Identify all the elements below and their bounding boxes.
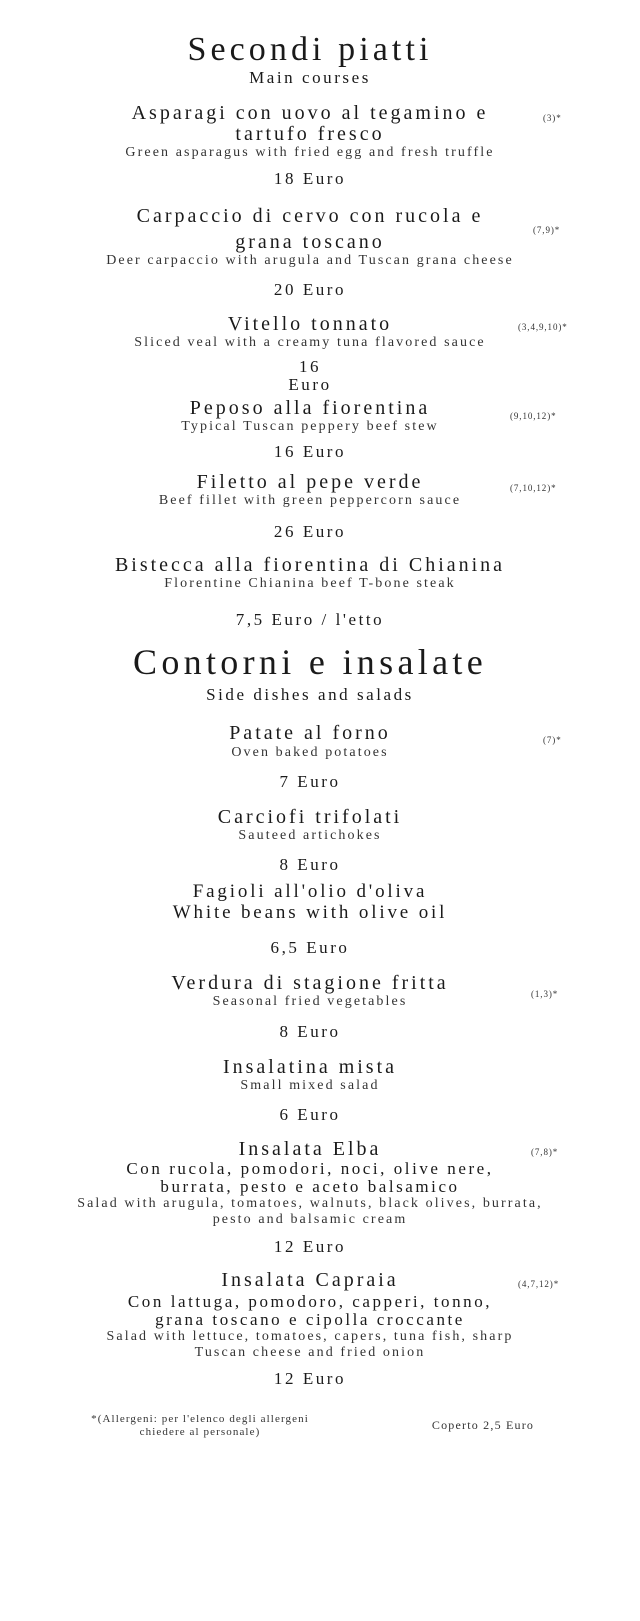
allergens: (7)* bbox=[543, 735, 562, 745]
dish-price: 7 Euro bbox=[279, 772, 341, 791]
allergens: (1,3)* bbox=[531, 989, 559, 999]
dish-english: Florentine Chianina beef T-bone steak bbox=[164, 576, 456, 591]
dish-english: pesto and balsamic cream bbox=[212, 1212, 408, 1227]
dish-name: grana toscano bbox=[235, 231, 385, 253]
dish-description: burrata, pesto e aceto balsamico bbox=[160, 1177, 460, 1196]
allergens: (4,7,12)* bbox=[518, 1279, 560, 1289]
dish-price: 8 Euro bbox=[279, 855, 341, 874]
dish-english: White beans with olive oil bbox=[172, 902, 448, 923]
dish-english: Beef fillet with green peppercorn sauce bbox=[158, 493, 462, 508]
dish-name: tartufo fresco bbox=[235, 123, 385, 145]
dish-english: Small mixed salad bbox=[240, 1078, 380, 1093]
dish-english: Typical Tuscan peppery beef stew bbox=[181, 419, 439, 434]
dish-name: Patate al forno bbox=[229, 722, 391, 744]
dish-english: Oven baked potatoes bbox=[231, 745, 389, 760]
dish-description: Con rucola, pomodori, noci, olive nere, bbox=[126, 1159, 494, 1178]
dish-name: Verdura di stagione fritta bbox=[171, 972, 449, 994]
dish-price: 16 Euro bbox=[273, 442, 347, 461]
allergens: (7,10,12)* bbox=[510, 483, 557, 493]
dish-price: 18 Euro bbox=[273, 169, 347, 188]
dish-name: Carciofi trifolati bbox=[217, 806, 403, 828]
dish-english: Deer carpaccio with arugula and Tuscan grana cheese bbox=[106, 253, 514, 268]
allergens: (3,4,9,10)* bbox=[518, 322, 568, 332]
dish-price: 7,5 Euro / l'etto bbox=[235, 610, 385, 629]
dish-price: 6 Euro bbox=[279, 1105, 341, 1124]
dish-price-unit: Euro bbox=[288, 375, 332, 394]
dish-name: Asparagi con uovo al tegamino e bbox=[131, 102, 489, 124]
section-title: Contorni e insalate bbox=[132, 642, 487, 682]
dish-english: Sauteed artichokes bbox=[238, 828, 382, 843]
dish-price: 6,5 Euro bbox=[270, 938, 350, 957]
allergens: (9,10,12)* bbox=[510, 411, 557, 421]
dish-english: Sliced veal with a creamy tuna flavored sauce bbox=[134, 335, 486, 350]
dish-price: 12 Euro bbox=[273, 1237, 347, 1256]
dish-english: Salad with arugula, tomatoes, walnuts, black olives, burrata, bbox=[77, 1196, 543, 1211]
allergens: (7,8)* bbox=[531, 1147, 559, 1157]
dish-name: Bistecca alla fiorentina di Chianina bbox=[114, 554, 506, 576]
dish-description: grana toscano e cipolla croccante bbox=[155, 1310, 465, 1329]
section-subtitle: Side dishes and salads bbox=[206, 685, 414, 704]
allergen-note-line: chiedere al personale) bbox=[139, 1426, 261, 1438]
dish-english: Green asparagus with fried egg and fresh truffle bbox=[125, 145, 495, 160]
dish-english: Seasonal fried vegetables bbox=[212, 994, 408, 1009]
dish-name: Vitello tonnato bbox=[227, 313, 393, 335]
dish-name: Filetto al pepe verde bbox=[196, 471, 424, 493]
dish-name: Peposo alla fiorentina bbox=[189, 397, 431, 419]
dish-name: Insalata Elba bbox=[238, 1138, 382, 1160]
dish-description: Con lattuga, pomodoro, capperi, tonno, bbox=[127, 1292, 493, 1311]
allergens: (7,9)* bbox=[533, 225, 561, 235]
cover-charge: Coperto 2,5 Euro bbox=[431, 1418, 535, 1432]
allergen-note-line: *(Allergeni: per l'elenco degli allergeni bbox=[91, 1413, 309, 1425]
dish-price: 16 bbox=[298, 357, 322, 376]
dish-english: Tuscan cheese and fried onion bbox=[194, 1345, 426, 1360]
section-title: Secondi piatti bbox=[187, 31, 433, 68]
allergen-note bbox=[60, 1413, 340, 1439]
dish-price: 26 Euro bbox=[273, 522, 347, 541]
dish-price: 8 Euro bbox=[279, 1022, 341, 1041]
dish-name: Fagioli all'olio d'oliva bbox=[192, 881, 428, 902]
dish-name: Carpaccio di cervo con rucola e bbox=[136, 205, 484, 227]
section-subtitle: Main courses bbox=[249, 68, 371, 87]
dish-price: 12 Euro bbox=[273, 1369, 347, 1388]
dish-english: Salad with lettuce, tomatoes, capers, tuna fish, sharp bbox=[106, 1329, 514, 1344]
allergens: (3)* bbox=[543, 113, 562, 123]
dish-name: Insalata Capraia bbox=[221, 1269, 399, 1291]
dish-name: Insalatina mista bbox=[222, 1056, 398, 1078]
dish-price: 20 Euro bbox=[273, 280, 347, 299]
